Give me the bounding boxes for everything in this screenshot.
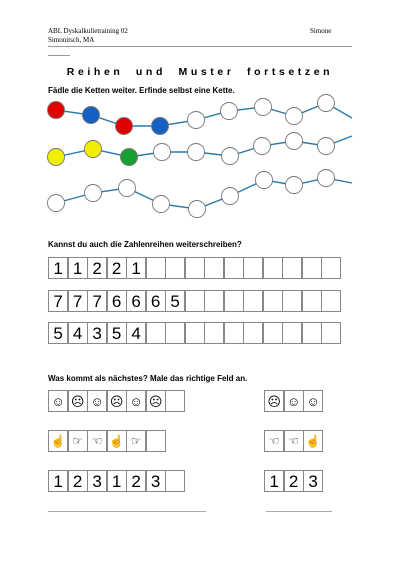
number-cell[interactable] bbox=[302, 290, 322, 312]
number-cell[interactable]: 6 bbox=[146, 290, 166, 312]
number-row-2 bbox=[48, 290, 341, 312]
number-cell[interactable] bbox=[165, 257, 185, 279]
bead[interactable] bbox=[153, 196, 170, 213]
number-cell[interactable] bbox=[282, 257, 302, 279]
pattern-cell[interactable]: ☜ bbox=[87, 430, 107, 452]
pattern-cell[interactable]: 1 bbox=[48, 470, 68, 492]
pattern-cell[interactable]: ☺ bbox=[126, 390, 146, 412]
number-cell[interactable] bbox=[321, 290, 341, 312]
answer-line-right bbox=[266, 511, 332, 512]
header-student: Simone bbox=[310, 27, 332, 35]
number-cell[interactable] bbox=[204, 322, 224, 344]
bead[interactable] bbox=[188, 144, 205, 161]
number-cell[interactable] bbox=[321, 257, 341, 279]
number-cell[interactable]: 7 bbox=[87, 290, 107, 312]
pattern-cell[interactable]: 2 bbox=[68, 470, 88, 492]
bead[interactable] bbox=[83, 107, 100, 124]
bead[interactable] bbox=[189, 201, 206, 218]
bead[interactable] bbox=[152, 118, 169, 135]
pattern-row-2 bbox=[48, 430, 166, 452]
pattern-cell[interactable]: ☹ bbox=[68, 390, 88, 412]
number-cell[interactable] bbox=[263, 290, 283, 312]
number-cell[interactable] bbox=[185, 322, 205, 344]
number-cell[interactable] bbox=[243, 322, 263, 344]
pattern-cell[interactable]: 1 bbox=[107, 470, 127, 492]
bead[interactable] bbox=[286, 108, 303, 125]
section3-instruction: Was kommt als nächstes? Male das richtige Feld an. bbox=[48, 374, 248, 383]
bead[interactable] bbox=[318, 170, 335, 187]
pattern-option-cell[interactable]: ☝ bbox=[303, 430, 323, 452]
bead[interactable] bbox=[222, 148, 239, 165]
pattern-option-cell[interactable]: ☺ bbox=[303, 390, 323, 412]
number-cell[interactable]: 4 bbox=[68, 322, 88, 344]
number-cell[interactable] bbox=[185, 257, 205, 279]
answer-line-left bbox=[48, 511, 206, 512]
pattern-row-1 bbox=[48, 390, 185, 412]
pattern-option-cell[interactable]: ☹ bbox=[264, 390, 284, 412]
number-cell[interactable] bbox=[165, 322, 185, 344]
pattern-option-cell[interactable]: ☜ bbox=[284, 430, 304, 452]
number-cell[interactable] bbox=[263, 322, 283, 344]
number-cell[interactable]: 7 bbox=[48, 290, 68, 312]
pattern-cell[interactable]: ☝ bbox=[48, 430, 68, 452]
pattern-cell[interactable] bbox=[165, 470, 185, 492]
bead[interactable] bbox=[254, 138, 271, 155]
pattern-cell[interactable]: ☝ bbox=[107, 430, 127, 452]
bead[interactable] bbox=[116, 118, 133, 135]
number-cell[interactable]: 5 bbox=[107, 322, 127, 344]
bead[interactable] bbox=[286, 133, 303, 150]
number-cell[interactable] bbox=[282, 290, 302, 312]
number-cell[interactable] bbox=[282, 322, 302, 344]
number-cell[interactable] bbox=[224, 290, 244, 312]
number-cell[interactable]: 7 bbox=[68, 290, 88, 312]
number-cell[interactable] bbox=[146, 322, 166, 344]
pattern-cell[interactable]: 3 bbox=[87, 470, 107, 492]
number-cell[interactable]: 1 bbox=[126, 257, 146, 279]
number-cell[interactable] bbox=[243, 257, 263, 279]
number-cell[interactable] bbox=[321, 322, 341, 344]
bead[interactable] bbox=[85, 185, 102, 202]
number-cell[interactable]: 3 bbox=[87, 322, 107, 344]
bead[interactable] bbox=[256, 172, 273, 189]
number-row-1 bbox=[48, 257, 341, 279]
pattern-cell[interactable] bbox=[146, 430, 166, 452]
number-cell[interactable] bbox=[185, 290, 205, 312]
bead[interactable] bbox=[255, 99, 272, 116]
number-cell[interactable]: 6 bbox=[107, 290, 127, 312]
number-cell[interactable]: 2 bbox=[87, 257, 107, 279]
number-cell[interactable] bbox=[146, 257, 166, 279]
pattern-row-1-options bbox=[264, 390, 323, 412]
pattern-cell[interactable]: ☹ bbox=[107, 390, 127, 412]
number-cell[interactable] bbox=[243, 290, 263, 312]
pattern-cell[interactable]: ☺ bbox=[48, 390, 68, 412]
number-cell[interactable] bbox=[204, 290, 224, 312]
section2-instruction: Kannst du auch die Zahlenreihen weiterschreiben? bbox=[48, 240, 242, 249]
pattern-row-3-options bbox=[264, 470, 323, 492]
bead[interactable] bbox=[48, 102, 65, 119]
number-cell[interactable] bbox=[224, 257, 244, 279]
bead[interactable] bbox=[222, 188, 239, 205]
number-cell[interactable] bbox=[263, 257, 283, 279]
number-cell[interactable] bbox=[204, 257, 224, 279]
number-cell[interactable]: 6 bbox=[126, 290, 146, 312]
bead[interactable] bbox=[318, 95, 335, 112]
pattern-option-cell[interactable]: ☺ bbox=[284, 390, 304, 412]
bead[interactable] bbox=[48, 149, 65, 166]
number-cell[interactable]: 1 bbox=[48, 257, 68, 279]
pattern-row-2-options bbox=[264, 430, 323, 452]
bead[interactable] bbox=[85, 141, 102, 158]
number-cell[interactable]: 5 bbox=[48, 322, 68, 344]
number-row-3 bbox=[48, 322, 341, 344]
pattern-option-cell[interactable]: 1 bbox=[264, 470, 284, 492]
header-author: Simonitsch, MA bbox=[48, 36, 95, 44]
bead[interactable] bbox=[154, 144, 171, 161]
number-cell[interactable]: 1 bbox=[68, 257, 88, 279]
number-cell[interactable]: 5 bbox=[165, 290, 185, 312]
pattern-option-cell[interactable]: ☜ bbox=[264, 430, 284, 452]
number-cell[interactable] bbox=[302, 322, 322, 344]
pattern-cell[interactable]: 3 bbox=[146, 470, 166, 492]
number-cell[interactable]: 4 bbox=[126, 322, 146, 344]
number-cell[interactable] bbox=[302, 257, 322, 279]
bead[interactable] bbox=[286, 177, 303, 194]
bead[interactable] bbox=[221, 103, 238, 120]
pattern-cell[interactable]: 2 bbox=[126, 470, 146, 492]
pattern-cell[interactable]: ☞ bbox=[126, 430, 146, 452]
page-title: Reihen und Muster fortsetzen bbox=[66, 66, 334, 78]
bead[interactable] bbox=[119, 180, 136, 197]
pattern-option-cell[interactable]: 3 bbox=[303, 470, 323, 492]
bead[interactable] bbox=[121, 149, 138, 166]
section1-instruction: Fädle die Ketten weiter. Erfinde selbst eine Kette. bbox=[48, 86, 235, 95]
pattern-option-cell[interactable]: 2 bbox=[284, 470, 304, 492]
header-course: ABL Dyskalkulietraining 02 bbox=[48, 27, 128, 35]
bead[interactable] bbox=[318, 138, 335, 155]
pattern-cell[interactable]: ☺ bbox=[87, 390, 107, 412]
pattern-row-3 bbox=[48, 470, 185, 492]
pattern-cell[interactable]: ☞ bbox=[68, 430, 88, 452]
bead[interactable] bbox=[188, 112, 205, 129]
bead[interactable] bbox=[48, 195, 65, 212]
number-cell[interactable]: 2 bbox=[107, 257, 127, 279]
number-cell[interactable] bbox=[224, 322, 244, 344]
pattern-cell[interactable] bbox=[165, 390, 185, 412]
pattern-cell[interactable]: ☹ bbox=[146, 390, 166, 412]
